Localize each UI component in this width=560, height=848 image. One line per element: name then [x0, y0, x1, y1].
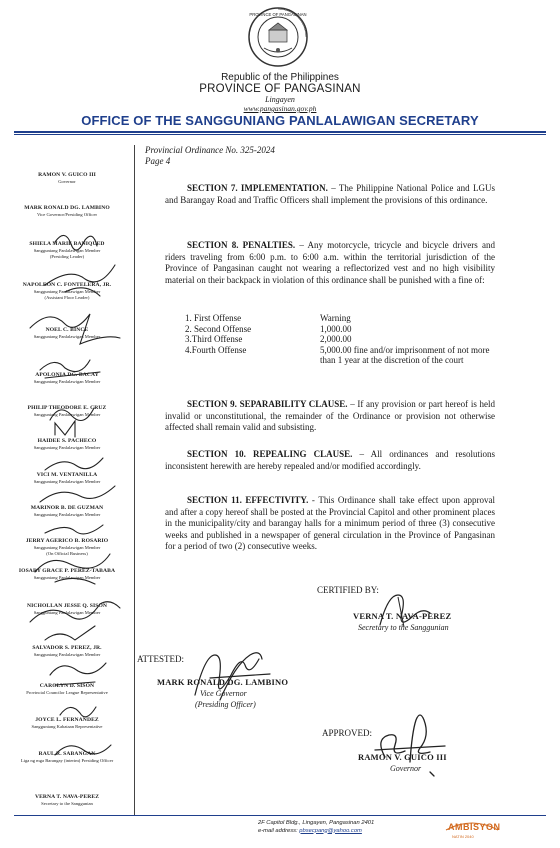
section-body: – Any motorcycle, tricycle and bicycle drivers and riders traveling from 6:00 p.m. to 6:00 a.m. within the territorial jurisdiction of the Province of Pangasinan caught not wearing a reflectorized vest and no high visibility material on their backpack in violation of this ordinance shall be punished with a fine of:	[165, 240, 495, 285]
offense-label: 1. First Offense	[185, 313, 242, 323]
member-title: Vice Governor/Presiding Officer	[36, 212, 98, 217]
member-name: VERNA T. NAVA-PEREZ	[34, 794, 100, 800]
section-body: – All ordinances and resolutions inconsistent herewith are hereby repealed and/or modified accordingly.	[165, 449, 496, 471]
section-7	[165, 183, 495, 206]
member-title: Sangguniang Panlalawigan Member	[33, 379, 101, 384]
member-title: Governor	[58, 179, 76, 184]
member-title: Sangguniang Kabataan Representative	[31, 724, 103, 729]
certifier-signature-icon	[370, 585, 440, 635]
email-label: e-mail address:	[258, 827, 298, 834]
approver-name: RAMON V. GUICO III	[358, 752, 447, 762]
approved-label: APPROVED:	[322, 728, 373, 738]
member-title-note: (Assistant Floor Leader)	[44, 295, 90, 300]
member-title: Sangguniang Panlalawigan Member	[33, 445, 101, 450]
website-link[interactable]: www.pangasinan.gov.ph	[243, 104, 317, 113]
attested-label: ATTESTED:	[137, 654, 184, 664]
certifier-title: Secretary to the Sanggunian	[358, 623, 449, 632]
seal-text: PROVINCE OF PANGASINAN	[249, 12, 307, 17]
member-name: JOYCE L. FERNANDEZ	[35, 717, 99, 723]
section-heading: SECTION 9. SEPARABILITY CLAUSE.	[187, 399, 348, 409]
member-title: Secretary to the Sanggunian	[41, 801, 93, 806]
province-seal-icon	[247, 6, 309, 68]
province-line: PROVINCE OF PANGASINAN	[199, 83, 361, 95]
attester-title-note: (Presiding Officer)	[195, 700, 256, 709]
offense-label: 4.Fourth Offense	[185, 344, 247, 355]
member-title-note: (On Official Business)	[46, 551, 88, 556]
member-name: RAUL R. SABANGAN	[38, 751, 96, 757]
member-title: Sangguniang Panlalawigan Member	[33, 334, 101, 339]
fine-row	[185, 345, 505, 366]
section-heading: SECTION 11. EFFECTIVITY.	[187, 495, 309, 505]
member-title-note: (Presiding Leader)	[49, 254, 85, 259]
member-title: Liga ng mga Barangay (interim) Presiding Officer	[20, 758, 114, 763]
offense-penalty: Warning	[320, 313, 351, 323]
fine-row	[185, 324, 505, 335]
member-name: APOLONIA DG. BACAY	[35, 372, 99, 378]
offense-label: 2. Second Offense	[185, 323, 252, 334]
member-name: MARINOR B. DE GUZMAN	[30, 505, 104, 511]
fine-row	[185, 313, 505, 324]
attester-signature-icon	[190, 640, 280, 710]
member-name: NAPOLEON C. FONTELERA, JR.	[22, 282, 112, 288]
member-title: Sangguniang Panlalawigan Member	[33, 575, 101, 580]
member-title: Sangguniang Panlalawigan Member	[33, 545, 101, 550]
member-title: Sangguniang Panlalawigan Member	[33, 512, 101, 517]
member-title: Sangguniang Panlalawigan Member	[33, 610, 101, 615]
email-link[interactable]: pbsecpang@yahoo.com	[299, 827, 362, 834]
member-name: NOEL C. BINCE	[45, 327, 89, 333]
footer-address	[258, 820, 374, 835]
attester-name: MARK RONALD DG. LAMBINO	[157, 677, 289, 687]
section-body: – The Philippine National Police and LGUs and Barangay Road and Traffic Officers shall implement the provisions of this ordinance.	[165, 183, 496, 205]
header-divider	[14, 131, 546, 133]
member-name: HAIDEE S. PACHECO	[37, 438, 97, 444]
member-title: Sangguniang Panlalawigan Member	[33, 289, 101, 294]
member-title: Provincial Councilor League Representative	[26, 690, 108, 695]
section-heading: SECTION 10. REPEALING CLAUSE.	[187, 449, 353, 459]
logo-text: AMBISYON	[448, 822, 501, 832]
offense-penalty: 1,000.00	[320, 323, 352, 334]
footer-divider	[14, 815, 546, 816]
member-entry	[0, 205, 134, 218]
member-name: MARK RONALD DG. LAMBINO	[24, 205, 110, 211]
member-name: IOSARY GRACE P. PEREZ-TABABA	[18, 568, 116, 574]
header-divider-thin	[14, 134, 546, 135]
certified-label: CERTIFIED BY:	[317, 585, 379, 595]
sidebar-signatures-icon	[25, 230, 125, 770]
member-title: Sangguniang Panlalawigan Member	[33, 652, 101, 657]
ordinance-reference: Provincial Ordinance No. 325-2024	[145, 145, 275, 155]
republic-line: Republic of the Philippines	[221, 72, 339, 83]
logo-subtext: NATIN 2040	[452, 834, 474, 839]
section-body: - This Ordinance shall take effect upon approval and after a copy hereof shall be posted at the Provincial Capitol and other prominent places in the municipality/city and barangay halls for a minimum period of three (3) consecutive weeks and published in a newspaper of general circulation in the Province of Pangasinan for a period of two (2) consecutive weeks.	[165, 495, 496, 552]
member-name: VICI M. VENTANILLA	[36, 472, 98, 478]
town-line: Lingayen	[265, 95, 295, 104]
member-title: Sangguniang Panlalawigan Member	[33, 248, 101, 253]
offense-penalty: 2,000.00	[320, 334, 352, 345]
section-8	[165, 240, 495, 286]
member-name: SHIELA MARIE BANIQUED	[29, 241, 105, 247]
page-number: Page 4	[145, 156, 171, 166]
section-9	[165, 399, 495, 434]
section-10	[165, 449, 495, 472]
offense-label: 3.Third Offense	[185, 334, 243, 345]
member-name: CAROLYN D. SISON	[39, 683, 95, 689]
section-heading: SECTION 8. PENALTIES.	[187, 240, 296, 250]
member-title: Sangguniang Panlalawigan Member	[33, 412, 101, 417]
offense-penalty: 5,000.00 fine and/or imprisonment of not more than 1 year at the discretion of the court	[320, 344, 490, 366]
member-name: RAMON V. GUICO III	[38, 172, 96, 178]
ordinance-content	[137, 145, 545, 773]
member-name: NICHOLLAN JESSE Q. SISON	[26, 603, 108, 609]
member-entry	[0, 172, 134, 185]
fine-row	[185, 334, 505, 345]
section-11	[165, 495, 495, 553]
sidebar-divider	[134, 145, 135, 815]
fines-list	[185, 313, 505, 366]
member-name: SALVADOR S. PEREZ, JR.	[32, 645, 102, 651]
member-name: PHILIP THEODORE E. CRUZ	[27, 405, 107, 411]
letterhead	[0, 72, 560, 113]
approver-title: Governor	[390, 764, 422, 773]
approver-signature-icon	[370, 712, 450, 782]
member-entry	[0, 794, 134, 807]
office-title: OFFICE OF THE SANGGUNIANG PANLALAWIGAN SECRETARY	[81, 113, 479, 128]
member-name: JERRY AGERICO B. ROSARIO	[25, 538, 109, 544]
office-address: 2F Capitol Bldg., Lingayen, Pangasinan 2401	[258, 820, 375, 826]
certifier-name: VERNA T. NAVA-PEREZ	[353, 611, 452, 621]
attester-title: Vice Governor	[200, 689, 247, 698]
member-title: Sangguniang Panlalawigan Member	[33, 479, 101, 484]
section-heading: SECTION 7. IMPLEMENTATION.	[187, 183, 328, 193]
section-body: – If any provision or part hereof is held invalid or unconstitutional, the remainder of the Ordinance or provision not otherwise affected shall remain valid and subsisting.	[165, 399, 495, 433]
